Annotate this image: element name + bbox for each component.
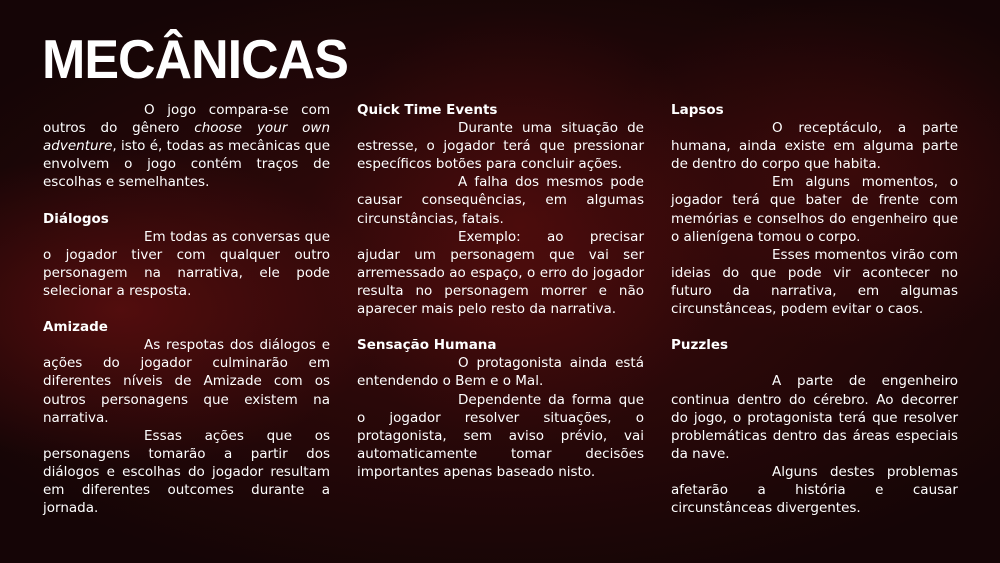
section-heading-puzzles: Puzzles bbox=[671, 337, 729, 354]
column-events bbox=[357, 101, 644, 481]
section-heading-lapsos: Lapsos bbox=[671, 102, 724, 118]
section-heading-sensacao-humana: Sensação Humana bbox=[357, 337, 497, 354]
section-heading-amizade: Amizade bbox=[43, 319, 108, 336]
section-heading-dialogos: Diálogos bbox=[43, 210, 109, 227]
section-paragraph: As respotas dos diálogos e ações do jogador culminarão em diferentes níveis de Amizade com os outros personagens que existem na narrativa. bbox=[43, 337, 330, 426]
column-overview bbox=[43, 101, 330, 517]
section-paragraph: Exemplo: ao precisar ajudar um personagem que vai ser arremessado ao espaço, o erro do jogador resulta no personagem morrer e não aparecer mais pelo resto da narrativa. bbox=[357, 228, 644, 318]
page-title: MECÂNICAS bbox=[42, 29, 348, 91]
column-lapses bbox=[671, 101, 958, 517]
section-paragraph: Em alguns momentos, o jogador terá que bater de frente com memórias e conselhos do engenheiro que o alienígena tomou o corpo. bbox=[671, 174, 958, 245]
intro-paragraph bbox=[43, 101, 330, 191]
section-paragraph: A parte de engenheiro continua dentro do cérebro. Ao decorrer do jogo, o protagonista terá que resolver problemáticas dentro das áreas especiais da nave. bbox=[671, 373, 958, 462]
section-paragraph: Alguns destes problemas afetarão a história e causar circunstânceas divergentes. bbox=[671, 463, 958, 517]
section-paragraph: O receptáculo, a parte humana, ainda existe em alguma parte de dentro do corpo que habita. bbox=[671, 120, 958, 173]
intro-text-start: O jogo compara-se com outros do gênero bbox=[43, 102, 330, 137]
section-paragraph: A falha dos mesmos pode causar consequências, em algumas circunstâncias, fatais. bbox=[357, 174, 644, 227]
section-paragraph: Esses momentos virão com ideias do que pode vir acontecer no futuro da narrativa, em algumas circunstânceas, podem evitar o caos. bbox=[671, 246, 958, 318]
section-heading-quick-time-events: Quick Time Events bbox=[357, 102, 498, 118]
intro-text-end: , isto é, todas as mecânicas que envolvem o jogo contém traços de escolhas e semelhantes. bbox=[43, 138, 330, 191]
section-paragraph: O protagonista ainda está entendendo o Bem e o Mal. bbox=[357, 355, 644, 390]
section-paragraph: Durante uma situação de estresse, o jogador terá que pressionar específicos botões para concluir ações. bbox=[357, 120, 644, 173]
genre-name: choose your own adventure bbox=[43, 120, 330, 155]
section-paragraph: Essas ações que os personagens tomarão a partir dos diálogos e escolhas do jogador resultam em diferentes outcomes durante a jornada. bbox=[43, 427, 330, 517]
section-paragraph: Em todas as conversas que o jogador tiver com qualquer outro personagem na narrativa, ele pode selecionar a resposta. bbox=[43, 228, 330, 299]
section-paragraph: Dependente da forma que o jogador resolver situações, o protagonista, sem aviso prévio, vai automaticamente tomar decisões importantes apenas baseado nisto. bbox=[357, 391, 644, 480]
